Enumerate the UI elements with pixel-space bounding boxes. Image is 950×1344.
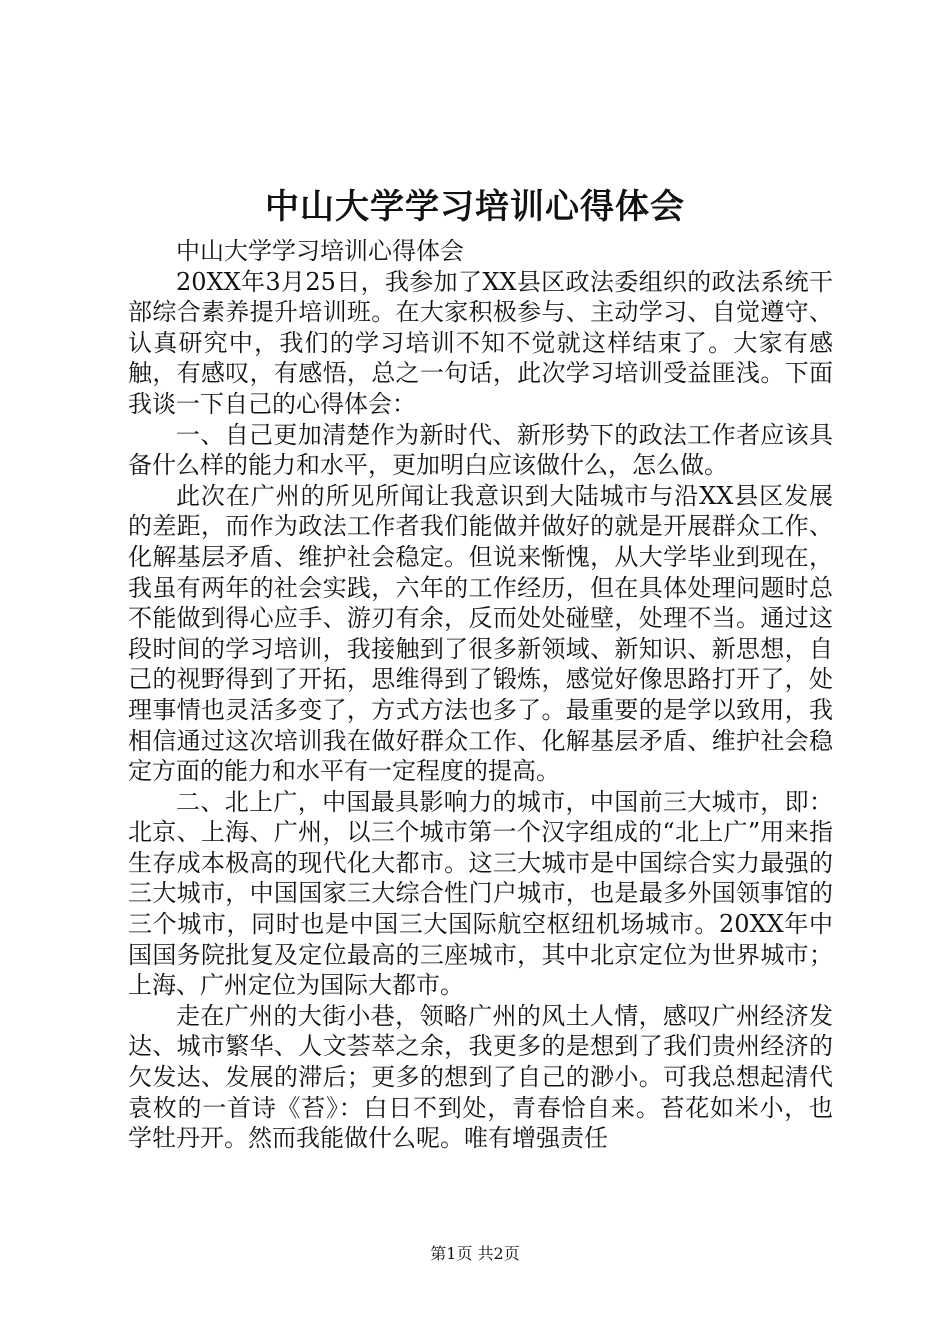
paragraph-intro: 20XX年3月25日，我参加了XX县区政法委组织的政法系统干部综合素养提升培训班。在大家积极参与、主动学习、自觉遵守、认真研究中，我们的学习培训不知不觉就这样结束了。大家有感触，有感叹，有感悟，总之一句话，此次学习培训受益匪浅。下面我谈一下自己的心得体会： xyxy=(128,267,833,418)
paragraph-point-two: 二、北上广，中国最具影响力的城市，中国前三大城市，即：北京、上海、广州，以三个城市第一个汉字组成的“北上广”用来指生存成本极高的现代化大都市。这三大城市是中国综合实力最强的三大城市，中国国家三大综合性门户城市，也是最多外国领事馆的三个城市，同时也是中国三大国际航空枢纽机场城市。20XX年中国国务院批复及定位最高的三座城市，其中北京定位为世界城市；上海、广州定位为国际大都市。 xyxy=(128,787,833,1000)
page-footer: 第1页 共2页 xyxy=(430,1244,520,1263)
paragraph-subtitle: 中山大学学习培训心得体会 xyxy=(176,237,464,265)
paragraph-point-one: 一、自己更加清楚作为新时代、新形势下的政法工作者应该具备什么样的能力和水平，更加明白应该做什么，怎么做。 xyxy=(128,420,833,480)
document-body xyxy=(128,236,833,1154)
paragraph-reflection: 走在广州的大街小巷，领略广州的风土人情，感叹广州经济发达、城市繁华、人文荟萃之余，我更多的是想到了我们贵州经济的欠发达、发展的滞后；更多的想到了自己的渺小。可我总想起清代袁枚的一首诗《苔》：白日不到处，青春恰自来。苔花如米小，也学牡丹开。然而我能做什么呢。唯有增强责任 xyxy=(128,1001,833,1153)
paragraph-guangzhou-experience: 此次在广州的所见所闻让我意识到大陆城市与沿XX县区发展的差距，而作为政法工作者我们能做并做好的就是开展群众工作、化解基层矛盾、维护社会稳定。但说来惭愧，从大学毕业到现在，我虽有两年的社会实践，六年的工作经历，但在具体处理问题时总不能做到得心应手、游刃有余，反而处处碰壁，处理不当。通过这段时间的学习培训，我接触到了很多新领域、新知识、新思想，自己的视野得到了开拓，思维得到了锻炼，感觉好像思路打开了，处理事情也灵活多变了，方式方法也多了。最重要的是学以致用，我相信通过这次培训我在做好群众工作、化解基层矛盾、维护社会稳定方面的能力和水平有一定程度的提高。 xyxy=(128,481,833,786)
document-title: 中山大学学习培训心得体会 xyxy=(265,187,685,227)
